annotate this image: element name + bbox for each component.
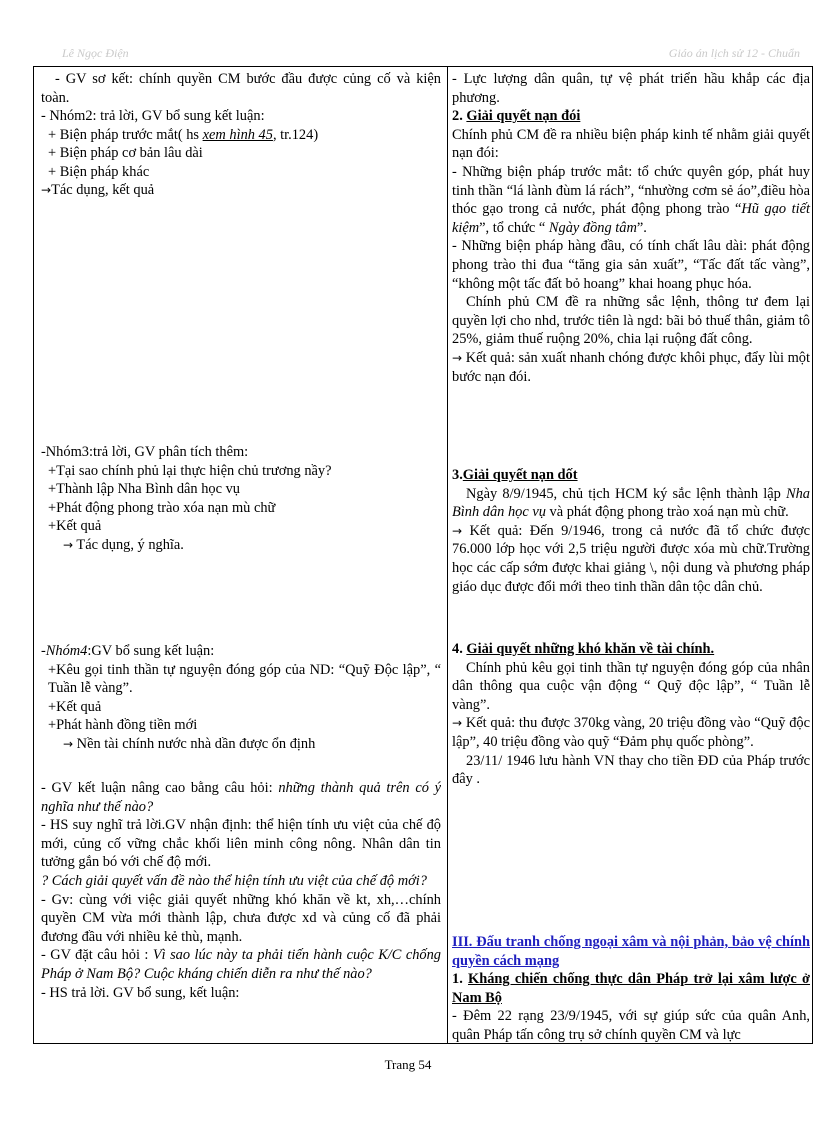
section-III-block [452, 933, 810, 1045]
currency-note: 23/11/ 1946 lưu hành VN thay cho tiền ĐD của Pháp trước đây . [452, 752, 810, 788]
section-2-block [452, 70, 810, 386]
arrow-icon: → [452, 716, 463, 731]
section-3-heading: 3.Giải quyết nạn dốt [452, 467, 578, 483]
question-2: ? Cách giải quyết vấn đề nào thể hiện tính ưu việt của chế độ mới? [41, 872, 427, 889]
summary-text: - GV sơ kết: chính quyền CM bước đầu được củng cố và kiện toàn. [41, 71, 441, 106]
section-4-heading: 4. Giải quyết những khó khăn về tài chính. [452, 641, 715, 657]
hunger-intro: Chính phủ CM đề ra nhiều biện pháp kinh tế nhằm giải quyết nạn đói: [452, 126, 810, 162]
group3-result: → Tác dụng, ý nghĩa. [63, 536, 184, 553]
group3-item: +Tại sao chính phủ lại thực hiện chủ trương nầy? [48, 462, 332, 479]
group3-item: +Kết quả [48, 518, 102, 535]
group2-heading: - Nhóm2: trả lời, GV bổ sung kết luận: [41, 108, 265, 124]
group3-item: +Phát động phong trào xóa nạn mù chữ [48, 499, 276, 516]
southern-war-text: - Đêm 22 rạng 23/9/1945, với sự giúp sức của quân Anh, quân Pháp tấn công trụ sở chính quyền CM và lực [452, 1008, 810, 1043]
conclusion-block [41, 779, 441, 1002]
literacy-result: → Kết quả: Đến 9/1946, trong cả nước đã tổ chức được 76.000 lớp học với 2,5 triệu người được xóa mù chữ.Trường học các cấp sớm được khai giảng \, nội dung và phương pháp giáo dục được đổi mới theo tinh thần dân tộc dân chủ. [452, 522, 810, 595]
subsection-1-heading: 1. Kháng chiến chống thực dân Pháp trở lại xâm lược ở Nam Bộ [452, 971, 811, 1006]
header-author: Lê Ngọc Điện [62, 46, 129, 60]
page-number: Trang 54 [384, 1057, 432, 1072]
arrow-icon: → [63, 736, 74, 751]
arrow-icon: → [63, 537, 74, 552]
column-divider [447, 67, 448, 1043]
group4-block [41, 642, 441, 754]
group4-heading: -Nhóm4:GV bổ sung kết luận: [41, 643, 215, 659]
question-3: - GV đặt câu hỏi : Vì sao lúc này ta phải tiến hành cuộc K/C chống Pháp ở Nam Bộ? Cuộc kháng chiến diễn ra như thế nào? [41, 947, 441, 982]
militia-text: - Lực lượng dân quân, tự vệ phát triển hầu khắp các địa phương. [452, 71, 810, 106]
group2-item: + Biện pháp trước mắt( hs xem hình 45, tr.124) [48, 126, 319, 143]
header-title: Giáo án lịch sử 12 - Chuẩn [668, 46, 800, 60]
group2-item: + Biện pháp cơ bản lâu dài [48, 145, 203, 162]
group4-result: → Nền tài chính nước nhà dần được ổn định [63, 735, 316, 752]
group2-result: →Tác dụng, kết quả [41, 182, 155, 199]
answer-3: - HS trả lời. GV bổ sung, kết luận: [41, 984, 240, 1001]
group4-item: +Phát hành đồng tiền mới [48, 717, 198, 734]
group3-item: +Thành lập Nha Bình dân học vụ [48, 481, 240, 498]
finance-result: → Kết quả: thu được 370kg vàng, 20 triệu đồng vào “Quỹ độc lập”, 40 triệu đồng vào quỹ “Đảm phụ quốc phòng”. [452, 715, 810, 750]
hunger-decrees: Chính phủ CM đề ra những sắc lệnh, thông tư đem lại quyền lợi cho nhd, trước tiên là ngd: bãi bỏ thuế thân, giảm tô 25%, giảm thuế ruộng 20%, chia lại ruộng đất công. [452, 294, 810, 348]
lesson-table [33, 66, 813, 1044]
arrow-icon: → [452, 350, 463, 365]
hunger-immediate: - Những biện pháp trước mắt: tổ chức quyên góp, phát huy tinh thần “lá lành đùm lá rách”, “nhường cơm sẻ áo”,điều hòa thóc gạo trong cả nước, phát động phong trào “Hũ gạo tiết kiệm”, tổ chức “ Ngày đồng tâm”. [452, 163, 810, 236]
section-4-block [452, 640, 810, 789]
group3-block [41, 443, 441, 555]
arrow-icon: → [41, 183, 52, 198]
arrow-icon: → [452, 523, 463, 538]
question-1: - GV kết luận nâng cao bằng câu hỏi: những thành quả trên có ý nghĩa như thế nào? [41, 780, 441, 815]
hunger-result: → Kết quả: sản xuất nhanh chóng được khôi phục, đẩy lùi một bước nạn đói. [452, 349, 810, 385]
section-3-block [452, 466, 810, 596]
group2-block [41, 107, 441, 200]
literacy-decree: Ngày 8/9/1945, chủ tịch HCM ký sắc lệnh thành lập Nha Bình dân học vụ và phát động phong trào xoá nạn mù chữ. [452, 485, 810, 521]
section-2-heading: 2. Giải quyết nạn đói [452, 108, 581, 125]
group2-item: + Biện pháp khác [48, 163, 150, 180]
answer-1: - HS suy nghĩ trả lời.GV nhận định: thể hiện tính ưu việt của chế độ mới, củng cố vững chắc khối liên minh công nông. Nhân dân tin tưởng gắn bó với chế độ mới. [41, 817, 441, 871]
teacher-note: - Gv: cùng với việc giải quyết những khó khăn về kt, xh,…chính quyền CM vừa mới thành lập, chưa được xd và củng cố đã phải đương đầu với nhiều kẻ thù, mạnh. [41, 891, 441, 945]
hunger-longterm: - Những biện pháp hàng đầu, có tính chất lâu dài: phát động phong trào thi đua “tăng gia sản xuất”, “Tấc đất tấc vàng”, “không một tấc đất bỏ hoang” khai hoang phục hóa. [452, 238, 810, 292]
group4-item: +Kêu gọi tinh thần tự nguyện đóng góp của ND: “Quỹ Độc lập”, “ Tuần lễ vàng”. [48, 661, 441, 697]
section-III-heading: III. Đấu tranh chống ngoại xâm và nội phản, bảo vệ chính quyền cách mạng [452, 934, 810, 969]
group3-heading: -Nhóm3:trả lời, GV phân tích thêm: [41, 444, 249, 460]
group4-item: +Kết quả [48, 698, 102, 715]
finance-appeal: Chính phủ kêu gọi tinh thần tự nguyện đóng góp của nhân dân thông qua cuộc vận động “ Quỹ độc lập”, “ Tuần lễ vàng”. [452, 659, 810, 713]
